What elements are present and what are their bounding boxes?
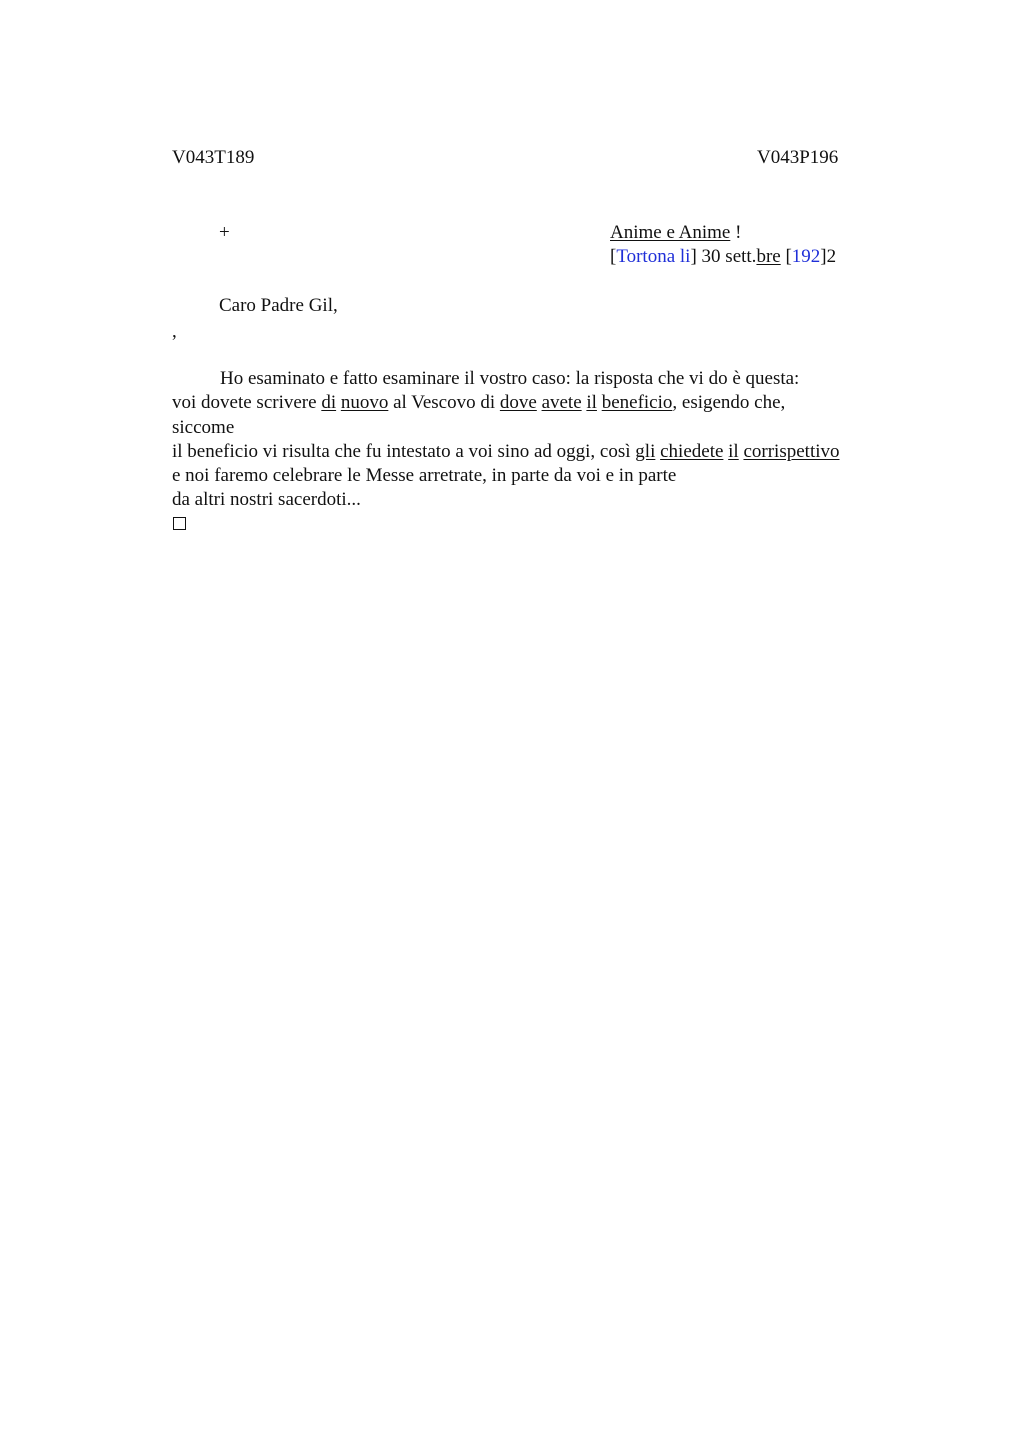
underlined-word-dove: dove (499, 392, 537, 414)
date-bracket-close: ] (690, 246, 697, 267)
body-line-4 (172, 440, 840, 464)
document-code-right: V043P196 (757, 147, 839, 168)
body-line-2-text-1: voi dovete scrivere (172, 392, 322, 414)
date-line (610, 245, 836, 269)
underlined-word-corrispettivo: corrispettivo (743, 440, 840, 462)
stray-comma: , (172, 321, 177, 342)
body-line-2-text-3: , esigendo che, (672, 392, 786, 414)
motto-text: Anime e Anime (610, 222, 731, 243)
date-place: Tortona li (616, 246, 691, 267)
date-year-bracket-open: [ (785, 246, 792, 267)
underlined-word-beneficio: beneficio (601, 392, 673, 414)
underlined-word-il-2: il (728, 440, 739, 462)
document-code-left: V043T189 (172, 147, 255, 168)
letter-body (172, 367, 840, 513)
underlined-word-nuovo: nuovo (340, 392, 389, 414)
empty-box-icon (173, 517, 186, 530)
date-year-bracket-close: ] (820, 246, 827, 267)
date-year-last-digit: 2 (826, 246, 837, 267)
cross-symbol: + (219, 222, 230, 243)
body-line-1: Ho esaminato e fatto esaminare il vostro caso: la risposta che vi do è questa: (220, 368, 800, 389)
body-line-2 (172, 391, 840, 415)
date-year-partial: 192 (791, 246, 821, 267)
underlined-word-avete: avete (541, 392, 582, 414)
body-line-2-text-2: al Vescovo di (388, 392, 500, 414)
salutation: Caro Padre Gil, (219, 295, 338, 316)
motto-exclamation: ! (730, 222, 742, 243)
body-line-4-text-1: il beneficio vi risulta che fu intestato a voi sino ad oggi, così (172, 440, 636, 462)
underlined-word-gli: gli (635, 440, 656, 462)
body-line-6: da altri nostri sacerdoti... (172, 489, 361, 511)
date-month-suffix: bre (756, 246, 781, 267)
underlined-word-di: di (321, 392, 337, 414)
underlined-word-chiedete: chiedete (660, 440, 724, 462)
body-line-5: e noi faremo celebrare le Messe arretrate, in parte da voi e in parte (172, 465, 677, 487)
date-day-month: 30 sett. (696, 246, 757, 267)
date-bracket-open: [ (610, 246, 617, 267)
underlined-word-il: il (586, 392, 597, 414)
body-line-3: siccome (172, 416, 235, 438)
motto-line (610, 221, 741, 245)
